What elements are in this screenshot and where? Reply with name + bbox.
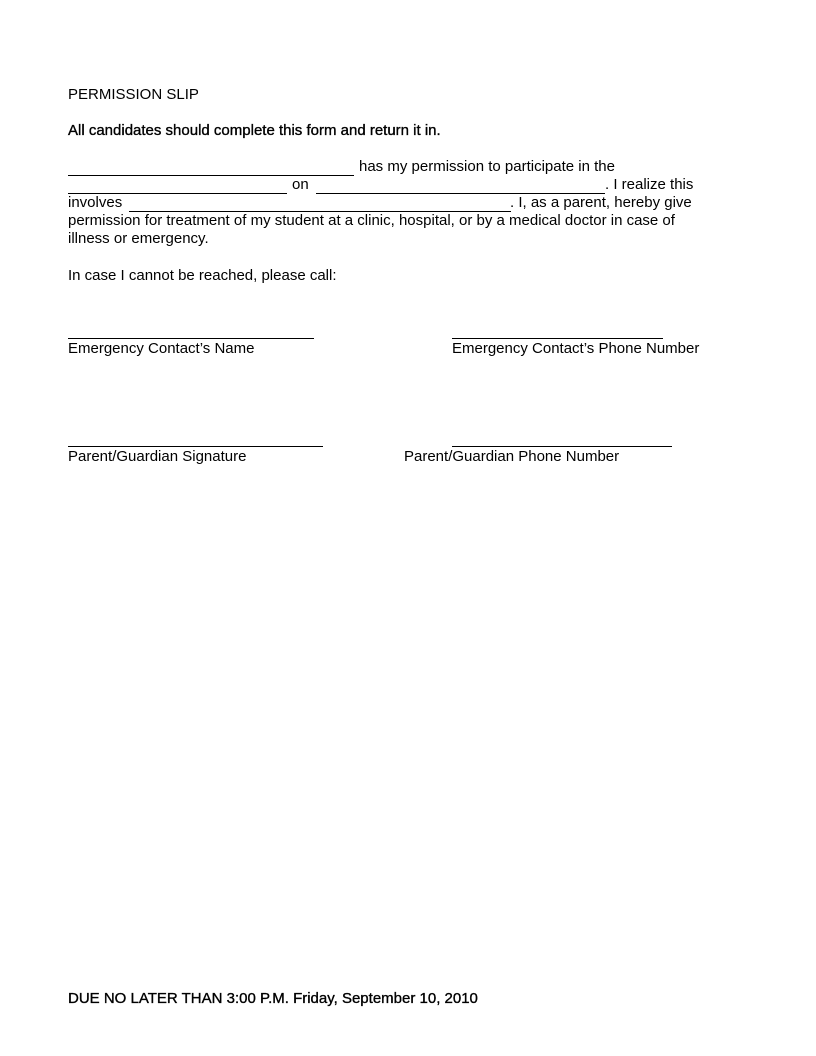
- guardian-signature-label: Parent/Guardian Signature: [68, 448, 247, 465]
- due-notice: DUE NO LATER THAN 3:00 P.M. Friday, September 10, 2010: [68, 990, 478, 1007]
- guardian-phone-label: Parent/Guardian Phone Number: [404, 448, 620, 465]
- form-title: PERMISSION SLIP: [68, 86, 199, 103]
- body-involves-text: involves: [68, 194, 123, 211]
- body-line-4: permission for treatment of my student at a clinic, hospital, or by a medical doctor in case of: [68, 212, 675, 229]
- emergency-contact-phone-label: Emergency Contact’s Phone Number: [452, 340, 700, 357]
- guardian-phone-blank[interactable]: [452, 446, 672, 447]
- body-on-text: on: [292, 176, 309, 193]
- student-name-blank[interactable]: [68, 175, 354, 176]
- body-line-1: has my permission to participate in the: [359, 158, 615, 175]
- emergency-contact-phone-blank[interactable]: [452, 338, 663, 339]
- form-instruction: All candidates should complete this form and return it in.: [68, 122, 441, 139]
- emergency-contact-name-blank[interactable]: [68, 338, 314, 339]
- emergency-contact-name-label: Emergency Contact’s Name: [68, 340, 255, 357]
- body-line-5: illness or emergency.: [68, 230, 209, 247]
- body-line-3-tail: . I, as a parent, hereby give: [510, 194, 692, 211]
- contact-prompt: In case I cannot be reached, please call:: [68, 267, 337, 284]
- guardian-signature-blank[interactable]: [68, 446, 323, 447]
- body-line-2-tail: . I realize this: [605, 176, 694, 193]
